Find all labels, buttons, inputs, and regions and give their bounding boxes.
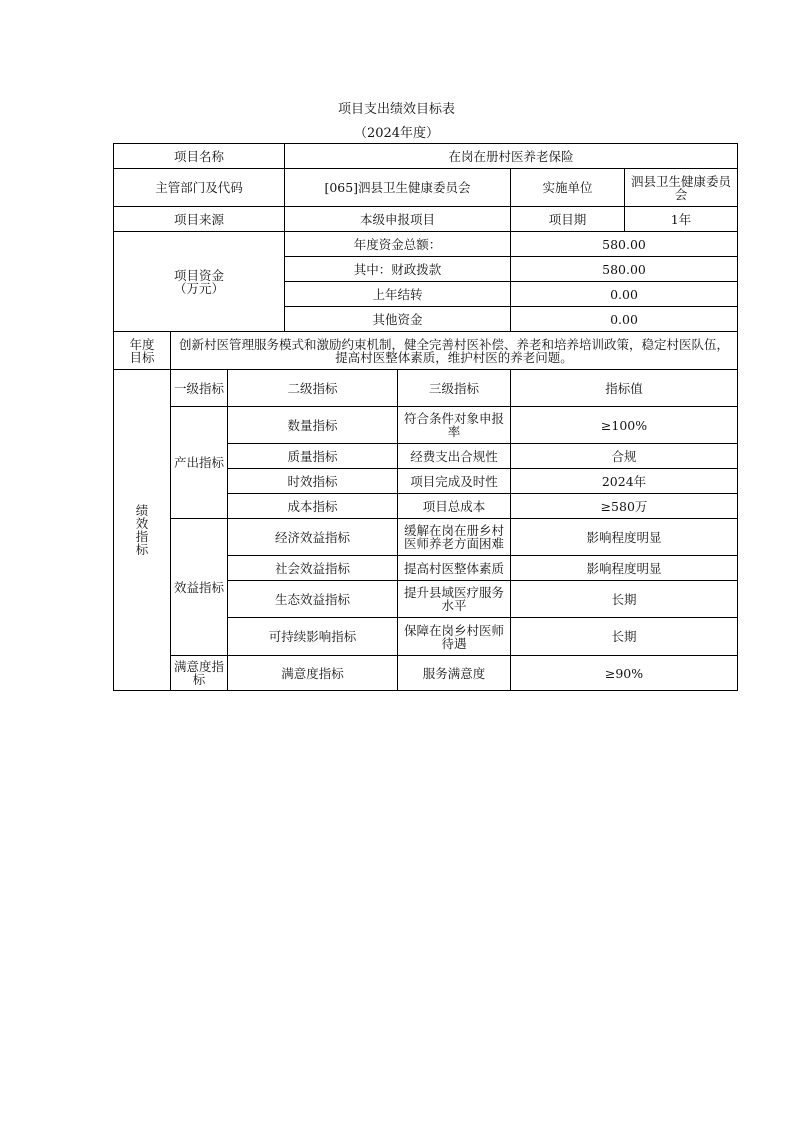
quantity-indicator: 数量指标	[228, 407, 398, 444]
source-label: 项目来源	[114, 207, 285, 232]
section-char-4: 标	[135, 542, 149, 557]
quality-indicator: 质量指标	[228, 444, 398, 469]
quality-indicator-value: 合规	[511, 444, 738, 469]
economic-benefit-value: 影响程度明显	[511, 519, 738, 556]
goal-label	[114, 332, 171, 370]
satisfaction-indicator-label: 满意度指标	[171, 656, 228, 691]
document-year: （2024年度）	[353, 126, 440, 141]
period-label: 项目期	[511, 207, 625, 232]
timeliness-indicator-detail: 项目完成及时性	[398, 469, 511, 494]
output-indicator-label: 产出指标	[171, 407, 228, 519]
header-level2: 二级指标	[228, 370, 398, 407]
document-title: 项目支出绩效目标表	[337, 102, 455, 117]
funds-carryover-label: 上年结转	[285, 282, 511, 307]
funds-label	[114, 232, 285, 332]
project-name-label: 项目名称	[114, 144, 285, 169]
funds-label-line2: （万元）	[173, 280, 224, 296]
economic-benefit-indicator: 经济效益指标	[228, 519, 398, 556]
dept-label: 主管部门及代码	[114, 169, 285, 207]
satisfaction-value: ≥90%	[511, 656, 738, 691]
cost-indicator-detail: 项目总成本	[398, 494, 511, 519]
goal-text: 创新村医管理服务模式和激励约束机制，健全完善村医补偿、养老和培养培训政策，稳定村医队伍，提高村医整体素质，维护村医的养老问题。	[171, 332, 738, 370]
impl-unit-label: 实施单位	[511, 169, 625, 207]
dept-value: [065]泗县卫生健康委员会	[285, 169, 511, 207]
timeliness-indicator-value: 2024年	[511, 469, 738, 494]
goal-label-line2: 目标	[129, 349, 155, 365]
timeliness-indicator: 时效指标	[228, 469, 398, 494]
indicators-section-label	[114, 370, 171, 691]
ecological-benefit-detail: 提升县域医疗服务水平	[398, 581, 511, 618]
project-name-value: 在岗在册村医养老保险	[285, 144, 738, 169]
source-value: 本级申报项目	[285, 207, 511, 232]
benefit-indicator-label: 效益指标	[171, 519, 228, 656]
sustainability-indicator: 可持续影响指标	[228, 618, 398, 656]
funds-label-line1: 项目资金	[173, 267, 224, 283]
social-benefit-detail: 提高村医整体素质	[398, 556, 511, 581]
funds-other-label: 其他资金	[285, 307, 511, 332]
funds-carryover-value: 0.00	[511, 282, 738, 307]
section-char-2: 效	[135, 516, 149, 531]
funds-total-value: 580.00	[511, 232, 738, 257]
cost-indicator: 成本指标	[228, 494, 398, 519]
sustainability-detail: 保障在岗乡村医师待遇	[398, 618, 511, 656]
period-value: 1年	[625, 207, 738, 232]
economic-benefit-detail: 缓解在岗在册乡村医师养老方面困难	[398, 519, 511, 556]
funds-total-label: 年度资金总额：	[285, 232, 511, 257]
header-value: 指标值	[511, 370, 738, 407]
quantity-indicator-detail: 符合条件对象申报率	[398, 407, 511, 444]
sustainability-value: 长期	[511, 618, 738, 656]
funds-fiscal-label: 其中：财政拨款	[285, 257, 511, 282]
social-benefit-value: 影响程度明显	[511, 556, 738, 581]
performance-table	[113, 143, 738, 691]
goal-label-line1: 年度	[129, 336, 155, 352]
quantity-indicator-value: ≥100%	[511, 407, 738, 444]
header-level3: 三级指标	[398, 370, 511, 407]
satisfaction-detail: 服务满意度	[398, 656, 511, 691]
funds-other-value: 0.00	[511, 307, 738, 332]
quality-indicator-detail: 经费支出合规性	[398, 444, 511, 469]
funds-fiscal-value: 580.00	[511, 257, 738, 282]
ecological-benefit-value: 长期	[511, 581, 738, 618]
header-level1: 一级指标	[171, 370, 228, 407]
satisfaction-indicator: 满意度指标	[228, 656, 398, 691]
social-benefit-indicator: 社会效益指标	[228, 556, 398, 581]
ecological-benefit-indicator: 生态效益指标	[228, 581, 398, 618]
cost-indicator-value: ≥580万	[511, 494, 738, 519]
section-char-1: 绩	[135, 503, 149, 518]
section-char-3: 指	[135, 529, 149, 544]
impl-unit-value: 泗县卫生健康委员会	[625, 169, 738, 207]
